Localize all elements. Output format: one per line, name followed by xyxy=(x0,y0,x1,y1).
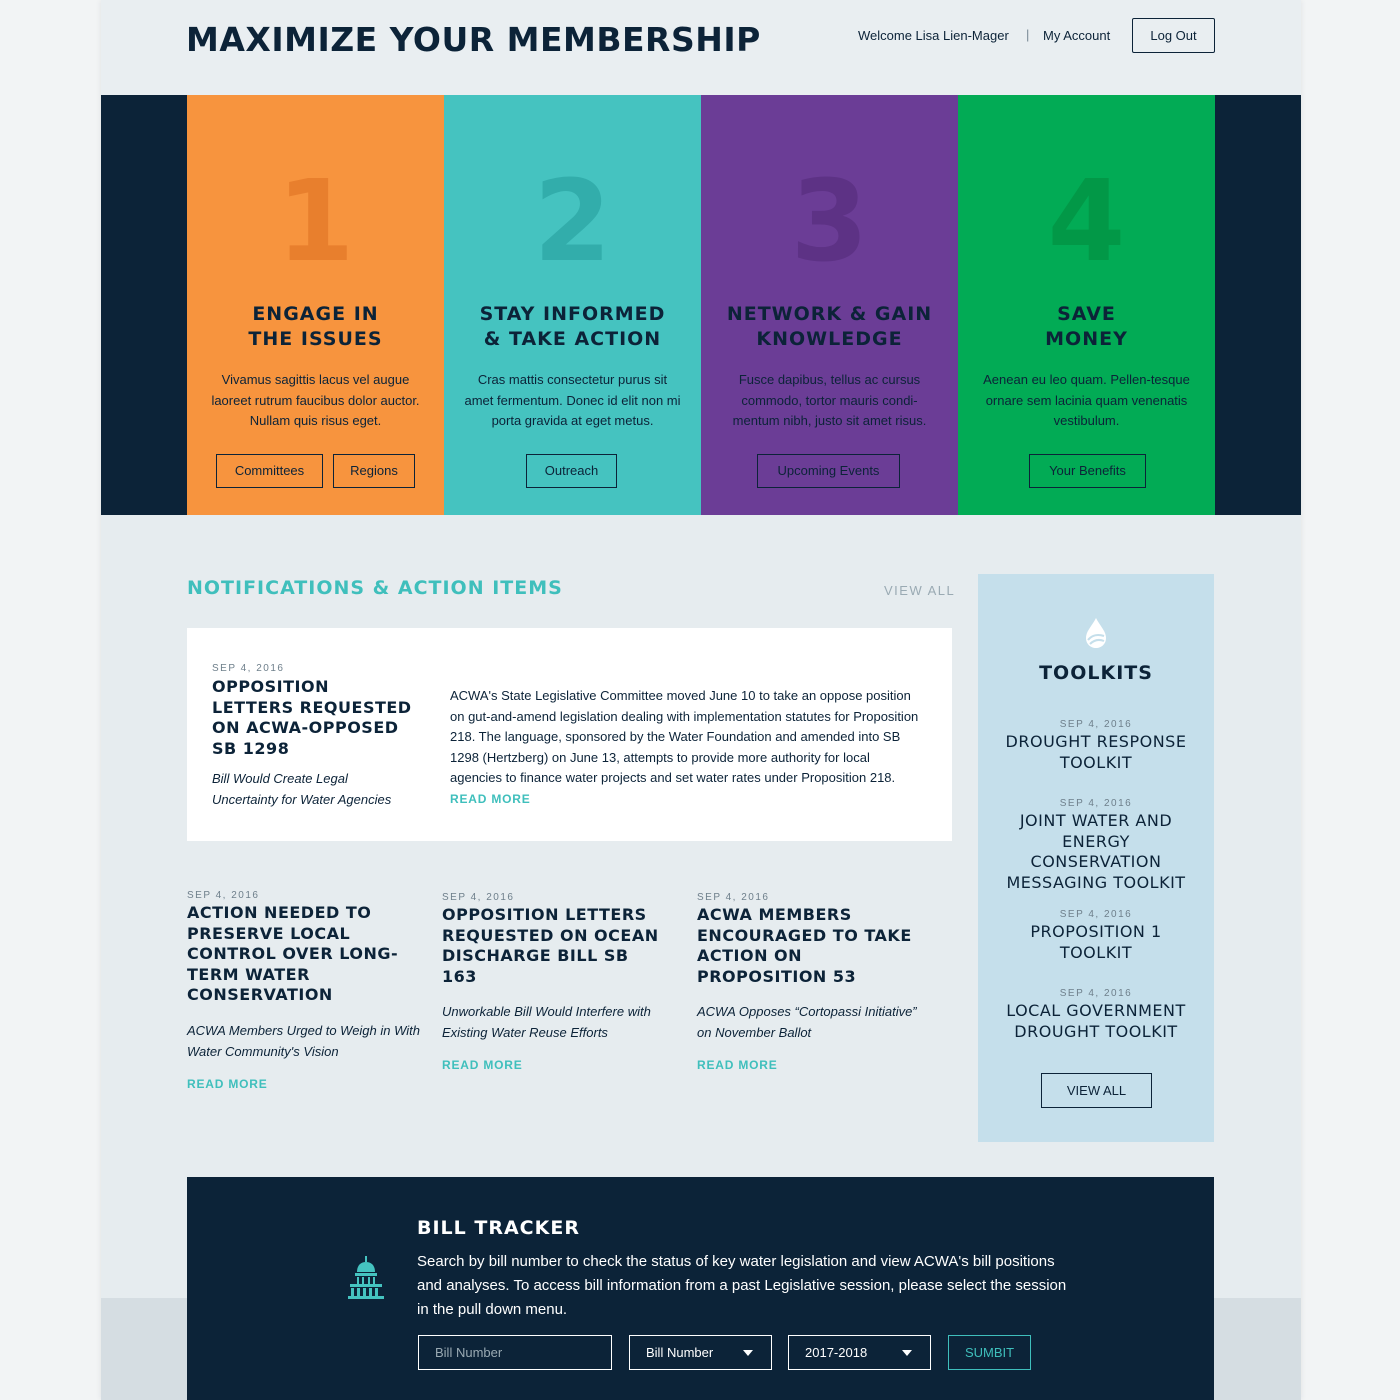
panel-title: ENGAGE IN THE ISSUES xyxy=(248,303,383,350)
card-title[interactable]: ACWA MEMBERS ENCOURAGED TO TAKE ACTION ON PROPOSITION 53 xyxy=(697,905,912,986)
outreach-button[interactable]: Outreach xyxy=(526,454,617,488)
toolkit-item[interactable] xyxy=(978,909,1214,963)
panel-title: STAY INFORMED & TAKE ACTION xyxy=(479,303,666,350)
membership-panels xyxy=(101,95,1301,515)
toolkit-item[interactable] xyxy=(978,798,1214,893)
bill-number-input[interactable]: Bill Number xyxy=(418,1335,612,1370)
panel-number: 1 xyxy=(276,157,355,287)
panel-number: 3 xyxy=(790,157,869,287)
page-title: MAXIMIZE YOUR MEMBERSHIP xyxy=(186,20,761,59)
panel-description: Vivamus sagittis lacus vel augue laoreet rutrum faucibus dolor auctor. Nullam quis risus eget. xyxy=(211,372,420,428)
notifications-heading: NOTIFICATIONS & ACTION ITEMS xyxy=(187,577,563,599)
chevron-down-icon xyxy=(902,1350,912,1356)
welcome-text: Welcome Lisa Lien-Mager xyxy=(858,28,1009,43)
toolkit-date: SEP 4, 2016 xyxy=(1059,719,1133,730)
toolkit-name[interactable]: LOCAL GOVERNMENT DROUGHT TOOLKIT xyxy=(1006,1001,1186,1041)
card-date: SEP 4, 2016 xyxy=(697,892,770,903)
featured-subtitle: Bill Would Create Legal Uncertainty for Water Agencies xyxy=(212,771,392,807)
card-subtitle: ACWA Members Urged to Weigh in With Water Community's Vision xyxy=(187,1022,420,1059)
toolkits-view-all-button[interactable]: VIEW ALL xyxy=(1041,1073,1152,1108)
notification-card xyxy=(697,892,932,1072)
bill-tracker xyxy=(187,1177,1214,1400)
capitol-building-icon xyxy=(348,1256,384,1300)
toolkit-item[interactable] xyxy=(978,719,1214,773)
toolkit-item[interactable] xyxy=(978,988,1214,1042)
card-subtitle: ACWA Opposes “Cortopassi Initiative” on November Ballot xyxy=(697,1004,917,1040)
toolkits-heading: TOOLKITS xyxy=(1039,662,1153,684)
submit-button[interactable]: SUMBIT xyxy=(948,1335,1031,1370)
panel-title: SAVE MONEY xyxy=(1045,303,1128,350)
card-read-more-link[interactable]: READ MORE xyxy=(187,1076,268,1091)
your-benefits-button[interactable]: Your Benefits xyxy=(1029,454,1146,488)
water-drop-icon xyxy=(1082,616,1110,650)
featured-title[interactable]: OPPOSITION LETTERS REQUESTED ON ACWA-OPPOSED SB 1298 xyxy=(212,677,412,758)
featured-read-more-link[interactable]: READ MORE xyxy=(450,791,531,806)
featured-body: ACWA's State Legislative Committee moved June 10 to take an oppose position on gut-and-amend legislation dealing with implementation statutes for Proposition 218. The language, sponsored by the Water Foundation and amended into SB 1298 (Hertzberg) on June 13, attempts to provide more authority for local agencies to finance water projects and set water rates under Proposition 218. READ MORE xyxy=(450,688,919,806)
search-type-value: Bill Number xyxy=(646,1345,714,1360)
upcoming-events-button[interactable]: Upcoming Events xyxy=(757,454,900,488)
panel-network xyxy=(701,95,958,515)
featured-date: SEP 4, 2016 xyxy=(212,663,285,674)
card-title[interactable]: OPPOSITION LETTERS REQUESTED ON OCEAN DISCHARGE BILL SB 163 xyxy=(442,905,659,986)
card-subtitle: Unworkable Bill Would Interfere with Existing Water Reuse Efforts xyxy=(442,1004,651,1040)
panel-description: Aenean eu leo quam. Pellen-tesque ornare sem lacinia quam venenatis vestibulum. xyxy=(983,372,1190,428)
toolkit-name[interactable]: PROPOSITION 1 TOOLKIT xyxy=(1030,922,1162,962)
regions-button[interactable]: Regions xyxy=(333,454,415,488)
toolkit-date: SEP 4, 2016 xyxy=(1059,909,1133,920)
panel-engage xyxy=(187,95,444,515)
bill-tracker-description: Search by bill number to check the status of key water legislation and view ACWA's bill positions and analyses. To access bill information from a past Legislative session, please select the session in the pull down menu. xyxy=(417,1253,1067,1318)
session-select[interactable] xyxy=(788,1335,931,1370)
bill-tracker-heading: BILL TRACKER xyxy=(417,1217,580,1239)
chevron-down-icon xyxy=(743,1350,753,1356)
panel-description: Fusce dapibus, tellus ac cursus commodo, tortor mauris condi-mentum nibh, justo sit amet risus. xyxy=(732,372,927,428)
panel-description: Cras mattis consectetur purus sit amet fermentum. Donec id elit non mi porta gravida at eget metus. xyxy=(464,372,681,428)
panel-number: 2 xyxy=(533,157,612,287)
toolkits-sidebar xyxy=(978,574,1214,1142)
session-value: 2017-2018 xyxy=(805,1345,868,1360)
card-read-more-link[interactable]: READ MORE xyxy=(442,1058,523,1072)
notification-card xyxy=(442,892,667,1072)
featured-notification-card[interactable] xyxy=(187,628,952,841)
panel-title: NETWORK & GAIN KNOWLEDGE xyxy=(726,303,933,350)
card-read-more-link[interactable]: READ MORE xyxy=(697,1058,778,1072)
notifications-view-all-link[interactable]: VIEW ALL xyxy=(884,583,956,598)
card-date: SEP 4, 2016 xyxy=(442,892,515,903)
toolkit-name[interactable]: JOINT WATER AND ENERGY CONSERVATION MESSAGING TOOLKIT xyxy=(1006,811,1186,892)
notification-card xyxy=(187,890,422,1091)
my-account-link[interactable]: My Account xyxy=(1043,28,1111,43)
committees-button[interactable]: Committees xyxy=(216,454,323,488)
card-date: SEP 4, 2016 xyxy=(187,890,260,901)
toolkit-date: SEP 4, 2016 xyxy=(1059,988,1133,999)
search-type-select[interactable] xyxy=(629,1335,772,1370)
panel-save-money xyxy=(958,95,1215,515)
card-title[interactable]: ACTION NEEDED TO PRESERVE LOCAL CONTROL OVER LONG-TERM WATER CONSERVATION xyxy=(187,903,399,1004)
toolkit-name[interactable]: DROUGHT RESPONSE TOOLKIT xyxy=(1005,732,1187,772)
toolkit-date: SEP 4, 2016 xyxy=(1059,798,1133,809)
logout-button[interactable]: Log Out xyxy=(1132,18,1215,53)
nav-separator: | xyxy=(1026,27,1030,42)
panel-number: 4 xyxy=(1047,157,1126,287)
panel-stay-informed xyxy=(444,95,701,515)
